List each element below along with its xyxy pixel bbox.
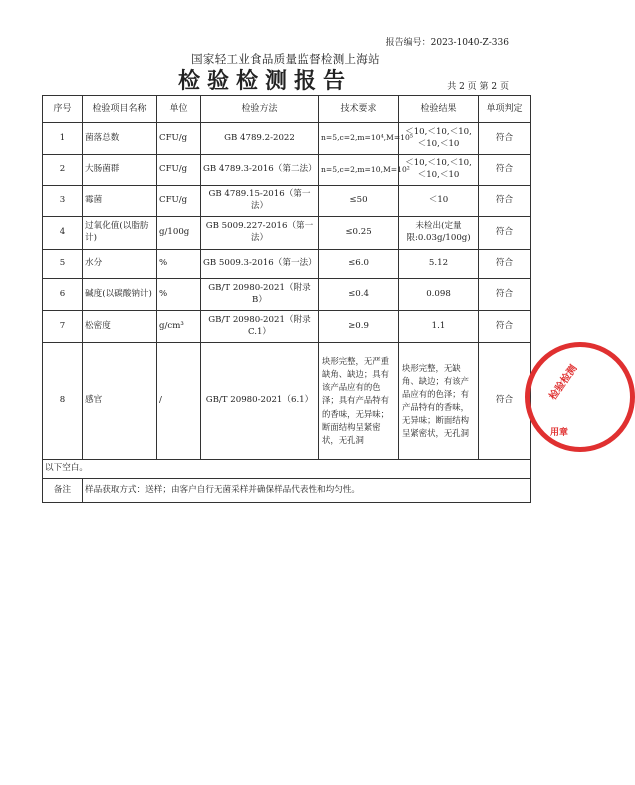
report-title: 检验检测报告 xyxy=(178,68,353,94)
remark-label: 备注 xyxy=(43,479,83,503)
cell-no: 4 xyxy=(43,217,83,250)
cell-method: GB 5009.3-2016（第一法） xyxy=(201,250,319,279)
table-row xyxy=(43,217,531,250)
table-header-row xyxy=(43,96,531,123)
cell-requirement: ≤0.25 xyxy=(319,217,399,250)
cell-item: 菌落总数 xyxy=(83,123,157,155)
cell-item: 碱度(以碳酸钠计) xyxy=(83,279,157,311)
cell-requirement: n=5,c=2,m=10,M=10² xyxy=(319,155,399,186)
cell-verdict: 符合 xyxy=(479,279,531,311)
table-row xyxy=(43,250,531,279)
cell-requirement: ≤6.0 xyxy=(319,250,399,279)
remark-text: 样品获取方式：送样；由客户自行无菌采样并确保样品代表性和均匀性。 xyxy=(83,479,531,503)
col-header-requirement: 技术要求 xyxy=(319,96,399,123)
cell-result: 0.098 xyxy=(399,279,479,311)
cell-requirement: n=5,c=2,m=10⁴,M=10⁵ xyxy=(319,123,399,155)
cell-item: 水分 xyxy=(83,250,157,279)
remark-row xyxy=(43,479,531,503)
cell-method: GB 4789.15-2016（第一法） xyxy=(201,186,319,217)
cell-unit: CFU/g xyxy=(157,155,201,186)
cell-verdict: 符合 xyxy=(479,123,531,155)
col-header-unit: 单位 xyxy=(157,96,201,123)
cell-result: 未检出(定量限:0.03g/100g) xyxy=(399,217,479,250)
cell-unit: % xyxy=(157,279,201,311)
cell-verdict: 符合 xyxy=(479,186,531,217)
cell-no: 8 xyxy=(43,343,83,460)
table-row xyxy=(43,123,531,155)
table-row xyxy=(43,186,531,217)
cell-result: 块形完整，无缺角、缺边；有该产品应有的色泽；有产品特有的香味，无异味；断面结构呈紧密状，无孔洞 xyxy=(399,343,479,460)
cell-no: 3 xyxy=(43,186,83,217)
cell-requirement: 块形完整，无严重缺角、缺边；具有该产品应有的色泽；具有产品特有的香味，无异味；断面结构呈紧密状，无孔洞 xyxy=(319,343,399,460)
cell-requirement: ≤0.4 xyxy=(319,279,399,311)
cell-method: GB 4789.3-2016（第二法） xyxy=(201,155,319,186)
col-header-item: 检验项目名称 xyxy=(83,96,157,123)
cell-item: 松密度 xyxy=(83,311,157,343)
cell-verdict: 符合 xyxy=(479,217,531,250)
results-table-wrapper xyxy=(42,95,530,503)
cell-item: 过氧化值(以脂肪计) xyxy=(83,217,157,250)
cell-verdict: 符合 xyxy=(479,343,531,460)
cell-unit: CFU/g xyxy=(157,186,201,217)
cell-method: GB/T 20980-2021（6.1） xyxy=(201,343,319,460)
cell-verdict: 符合 xyxy=(479,311,531,343)
cell-unit: CFU/g xyxy=(157,123,201,155)
blank-note-row xyxy=(43,460,531,479)
cell-result: 5.12 xyxy=(399,250,479,279)
cell-unit: g/100g xyxy=(157,217,201,250)
table-row xyxy=(43,311,531,343)
cell-unit: % xyxy=(157,250,201,279)
official-seal-stamp xyxy=(525,342,635,452)
cell-no: 2 xyxy=(43,155,83,186)
cell-no: 7 xyxy=(43,311,83,343)
cell-result: ＜10,＜10,＜10,＜10,＜10 xyxy=(399,123,479,155)
col-header-method: 检验方法 xyxy=(201,96,319,123)
cell-requirement: ≤50 xyxy=(319,186,399,217)
col-header-verdict: 单项判定 xyxy=(479,96,531,123)
cell-method: GB/T 20980-2021（附录 B） xyxy=(201,279,319,311)
cell-no: 1 xyxy=(43,123,83,155)
cell-result: ＜10,＜10,＜10,＜10,＜10 xyxy=(399,155,479,186)
cell-requirement: ≥0.9 xyxy=(319,311,399,343)
cell-verdict: 符合 xyxy=(479,250,531,279)
blank-note: 以下空白。 xyxy=(43,460,531,479)
cell-method: GB 4789.2-2022 xyxy=(201,123,319,155)
cell-verdict: 符合 xyxy=(479,155,531,186)
cell-no: 6 xyxy=(43,279,83,311)
col-header-result: 检验结果 xyxy=(399,96,479,123)
table-row xyxy=(43,343,531,460)
cell-result: ＜10 xyxy=(399,186,479,217)
table-row xyxy=(43,279,531,311)
results-table xyxy=(42,95,531,503)
page-indicator: 共 2 页 第 2 页 xyxy=(447,82,509,92)
report-number: 报告编号：2023-1040-Z-336 xyxy=(385,38,509,48)
cell-result: 1.1 xyxy=(399,311,479,343)
cell-item: 大肠菌群 xyxy=(83,155,157,186)
col-header-no: 序号 xyxy=(43,96,83,123)
cell-method: GB 5009.227-2016（第一法） xyxy=(201,217,319,250)
cell-no: 5 xyxy=(43,250,83,279)
cell-item: 霉菌 xyxy=(83,186,157,217)
cell-method: GB/T 20980-2021（附录 C.1） xyxy=(201,311,319,343)
cell-unit: / xyxy=(157,343,201,460)
stamp-text: 检验检测 xyxy=(547,363,580,403)
organization-name: 国家轻工业食品质量监督检测上海站 xyxy=(191,52,380,66)
table-row xyxy=(43,155,531,186)
cell-item: 感官 xyxy=(83,343,157,460)
cell-unit: g/cm³ xyxy=(157,311,201,343)
stamp-text-bottom: 用章 xyxy=(550,428,569,438)
